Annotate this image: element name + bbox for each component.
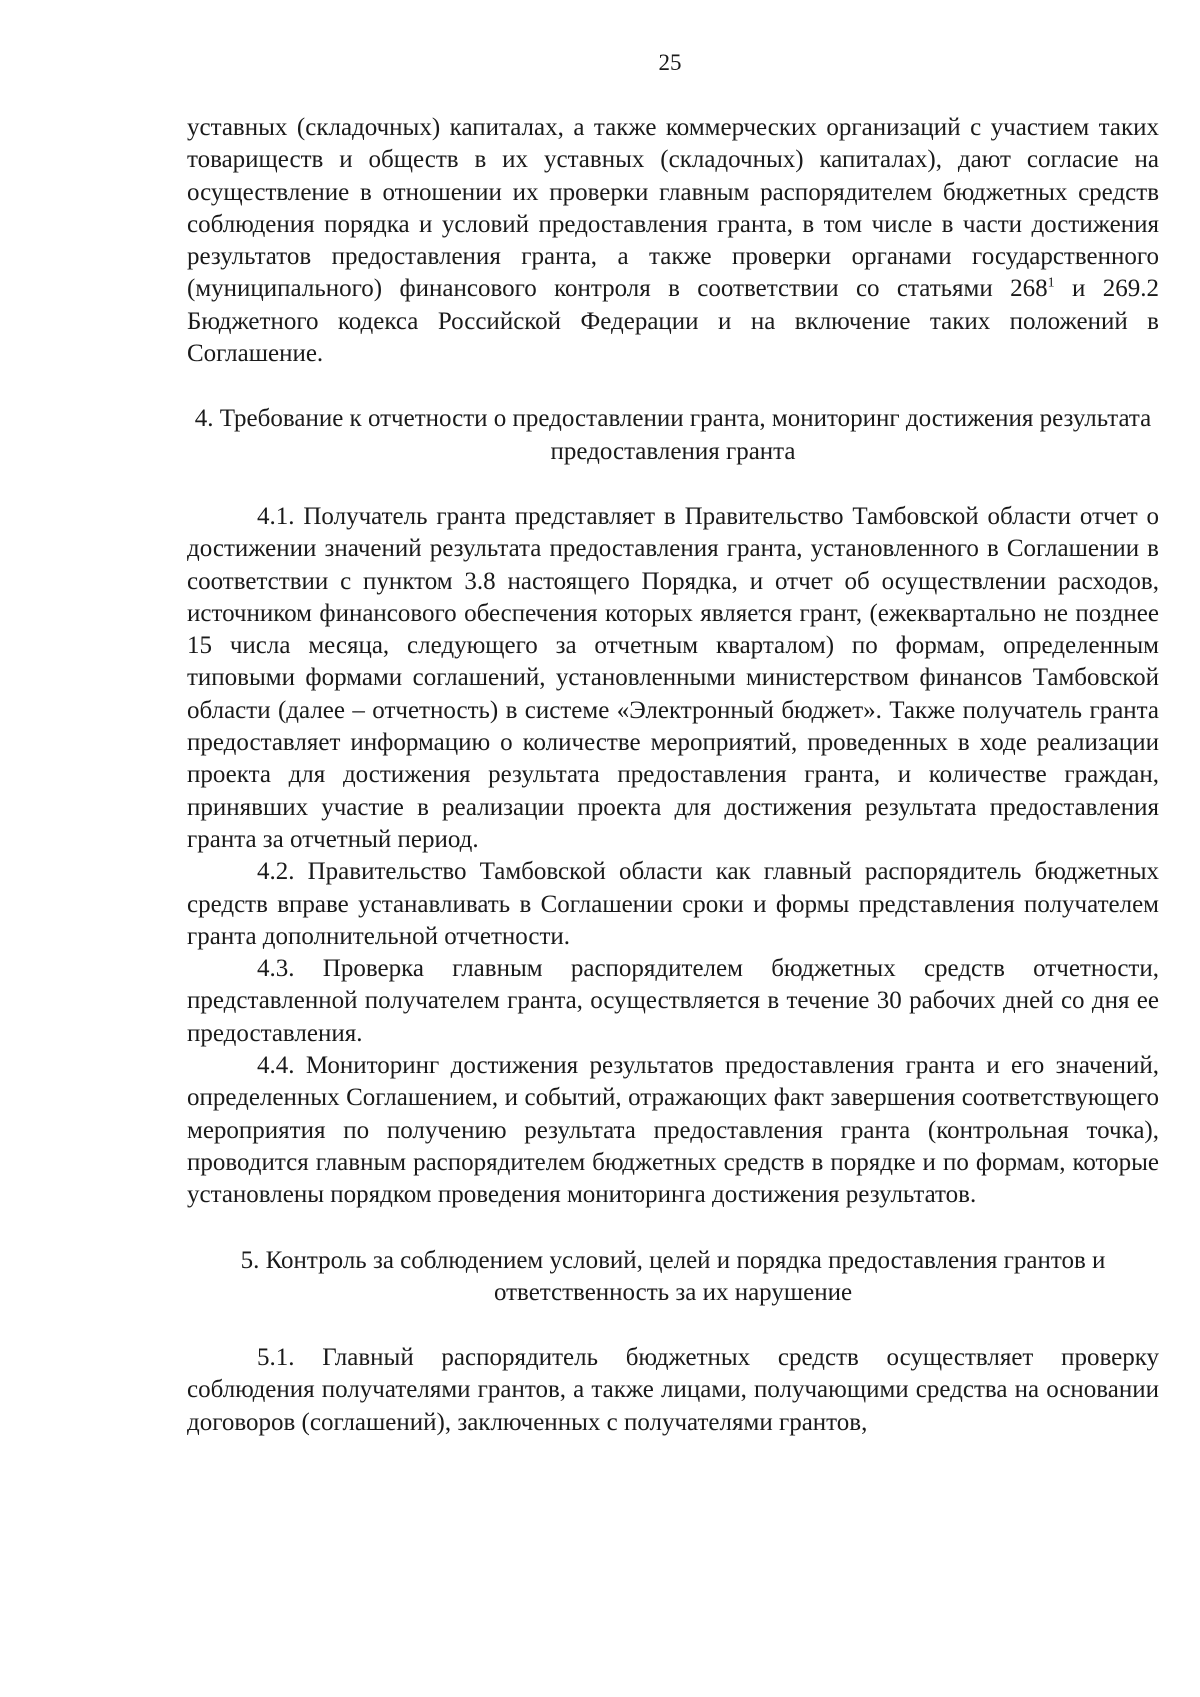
paragraph — [187, 1342, 1159, 1439]
paragraph-text: 4.4. Мониторинг достижения результатов предоставления гранта и его значений, определенных Соглашением, и событий, отражающих факт завершения соответствующего мероприятия по получению результата предоставления гранта (контрольная точка), проводится главным распорядителем бюджетных средств в порядке и по формам, которые установлены порядком проведения мониторинга достижения результатов. — [187, 1052, 1159, 1209]
superscript: 1 — [1047, 276, 1055, 292]
section-heading: 4. Требование к отчетности о предоставлении гранта, мониторинг достижения результата предоставления гранта — [194, 405, 1152, 465]
paragraph-text: 5.1. Главный распорядитель бюджетных средств осуществляет проверку соблюдения получателями грантов, а также лицами, получающими средства на основании договоров (соглашений), заключенных с получателями грантов, — [187, 1344, 1159, 1436]
section-spacer — [187, 468, 1159, 501]
paragraph — [187, 856, 1159, 953]
paragraph-text: 4.3. Проверка главным распорядителем бюджетных средств отчетности, представленной получателем гранта, осуществляется в течение 30 рабочих дней со дня ее предоставления. — [187, 955, 1159, 1047]
page-number: 25 — [658, 50, 682, 75]
paragraph-text: 4.2. Правительство Тамбовской области как главный распорядитель бюджетных средств вправе устанавливать в Соглашении сроки и формы представления получателем гранта дополнительной отчетности. — [187, 858, 1159, 950]
paragraph — [187, 953, 1159, 1050]
paragraph — [187, 1050, 1159, 1211]
section-spacer — [187, 370, 1159, 403]
paragraph-text-continued: и 269.2 Бюджетного кодекса Российской Федерации и на включение таких положений в Соглашение. — [187, 275, 1159, 368]
paragraph-text: 4.1. Получатель гранта представляет в Правительство Тамбовской области отчет о достижении значений результата предоставления гранта, установленного в Соглашении в соответствии с пунктом 3.8 настоящего Порядка, и отчет об осуществлении расходов, источником финансового обеспечения которых является грант, (ежеквартально не позднее 15 числа месяца, следующего за отчетным кварталом) по формам, определенным типовыми формами соглашений, установленными министерством финансов Тамбовской области (далее – отчетность) в системе «Электронный бюджет». Также получатель гранта предоставляет информацию о количестве мероприятий, проведенных в ходе реализации проекта для достижения результата предоставления гранта, и количестве граждан, принявших участие в реализации проекта для достижения результата предоставления гранта за отчетный период. — [187, 502, 1159, 853]
section-spacer — [187, 1309, 1159, 1342]
paragraph — [187, 501, 1159, 856]
section-spacer — [187, 1212, 1159, 1245]
paragraph-text: уставных (складочных) капиталах, а также коммерческих организаций с участием таких товариществ и обществ в их уставных (складочных) капиталах), дают согласие на осуществление в отношении их проверки главным распорядителем бюджетных средств соблюдения порядка и условий предоставления гранта, в том числе в части достижения результатов предоставления гранта, а также проверки органами государственного (муниципального) финансового контроля в соответствии со статьями 268 — [187, 114, 1159, 303]
section-heading: 5. Контроль за соблюдением условий, целей и порядка предоставления грантов и ответственность за их нарушение — [240, 1246, 1106, 1306]
document-body — [187, 112, 1159, 1439]
paragraph — [187, 112, 1159, 370]
